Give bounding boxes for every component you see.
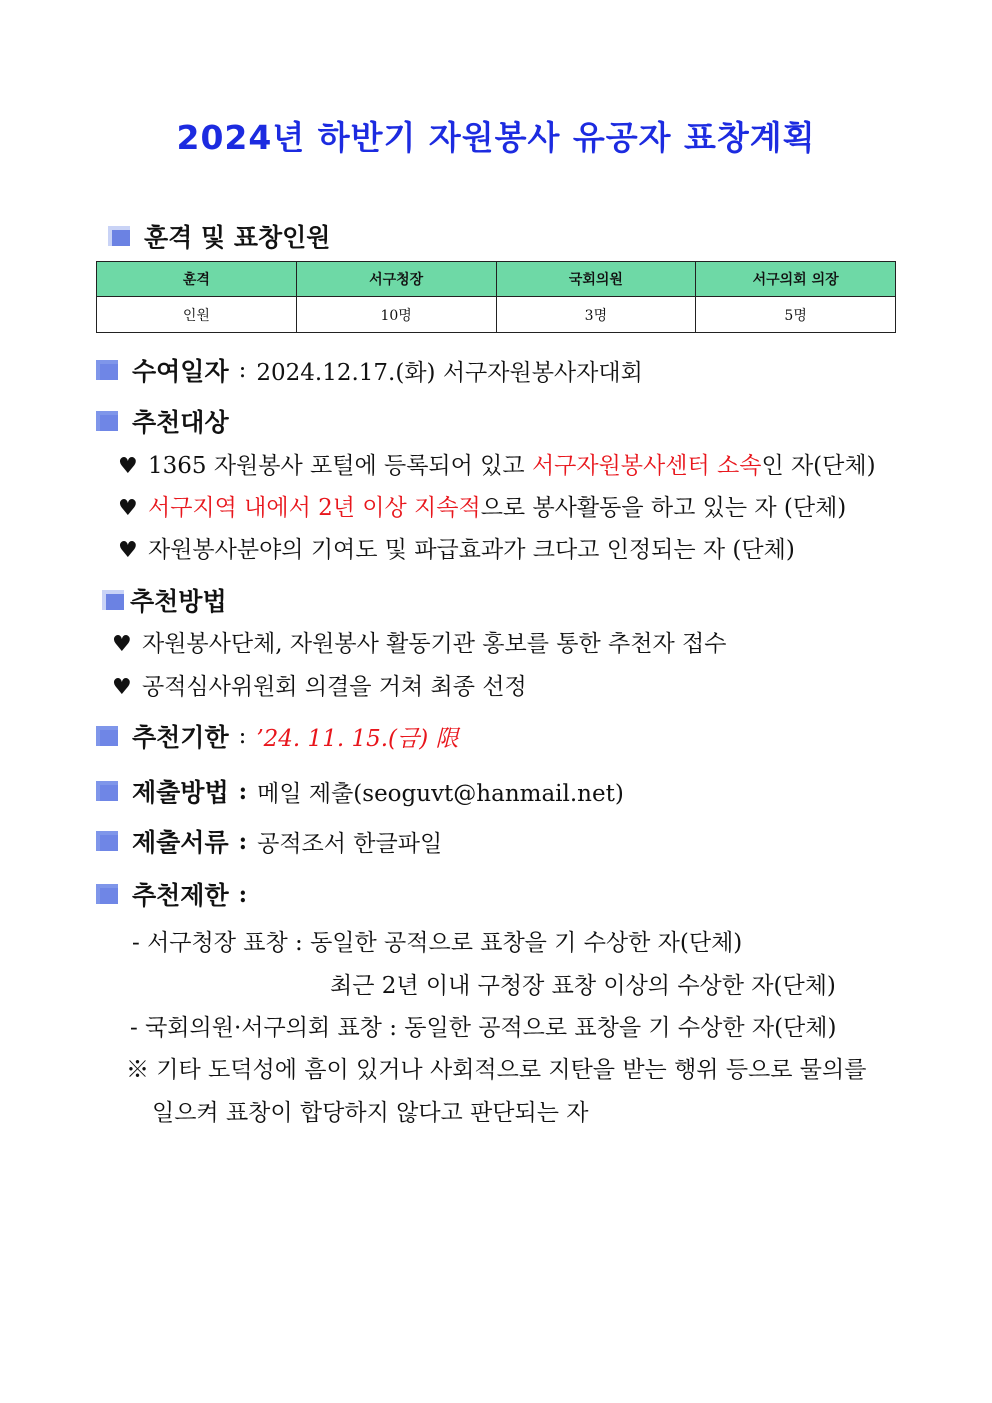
section-submit-label: 제출방법 (132, 778, 229, 807)
section-deadline-value: ’24. 11. 15.(금) 限 (256, 725, 459, 752)
section-deadline-label: 추천기한 (132, 723, 229, 752)
section-method-label: 추천방법 (130, 587, 227, 616)
colon: : (238, 777, 248, 805)
section-method-heading (102, 582, 227, 618)
method-item: ♥ 자원봉사단체, 자원봉사 활동기관 홍보를 통한 추천자 접수 (112, 631, 727, 657)
heart-icon: ♥ (112, 675, 132, 700)
section-bullet-icon (96, 360, 118, 380)
colon: : (238, 827, 248, 855)
table-header-cell: 훈격 (97, 262, 297, 297)
limit-note: ※ 기타 도덕성에 흠이 있거나 사회적으로 지탄을 받는 행위 등으로 물의를 (126, 1057, 867, 1083)
section-bullet-icon (96, 831, 118, 851)
table-cell: 5명 (696, 297, 896, 333)
heart-icon: ♥ (118, 538, 138, 563)
target-item: ♥ 1365 자원봉사 포털에 등록되어 있고 서구자원봉사센터 소속인 자(단체) (118, 453, 876, 479)
section-bullet-icon (108, 226, 130, 246)
section-bullet-icon (96, 411, 118, 431)
table-cell: 인원 (97, 297, 297, 333)
section-date (96, 352, 643, 388)
heart-icon: ♥ (112, 632, 132, 657)
table-header-cell: 서구청장 (296, 262, 496, 297)
section-target-heading (96, 403, 229, 439)
section-limit-heading (96, 876, 257, 912)
colon: : (238, 357, 247, 383)
section-date-value: 2024.12.17.(화) 서구자원봉사자대회 (256, 359, 643, 386)
section-submit (96, 773, 624, 809)
section-submit-value: 메일 제출(seoguvt@hanmail.net) (257, 780, 624, 807)
table-cell: 3명 (496, 297, 696, 333)
section-docs (96, 823, 442, 859)
section-limit-label: 추천제한 (132, 881, 229, 910)
section-bullet-icon (96, 726, 118, 746)
target-item: ♥ 자원봉사분야의 기여도 및 파급효과가 크다고 인정되는 자 (단체) (118, 537, 795, 563)
heart-icon: ♥ (118, 454, 138, 479)
colon: : (238, 723, 247, 749)
section-target-label: 추천대상 (132, 408, 229, 437)
section-bullet-icon (96, 884, 118, 904)
method-item: ♥ 공적심사위원회 의결을 거쳐 최종 선정 (112, 674, 527, 700)
limit-line: - 서구청장 표창 : 동일한 공적으로 표창을 기 수상한 자(단체) (132, 930, 743, 956)
section-bullet-icon (96, 781, 118, 801)
section-award-label: 훈격 및 표창인원 (144, 223, 331, 252)
heart-icon: ♥ (118, 496, 138, 521)
colon: : (238, 880, 248, 908)
page-title: 2024년 하반기 자원봉사 유공자 표창계획 (176, 118, 816, 157)
table-row (97, 297, 896, 333)
limit-line: 최근 2년 이내 구청장 표창 이상의 수상한 자(단체) (330, 973, 836, 999)
table-header-row (97, 262, 896, 297)
section-date-label: 수여일자 (132, 357, 229, 386)
section-award-heading (108, 218, 330, 254)
limit-line: - 국회의원·서구의회 표창 : 동일한 공적으로 표창을 기 수상한 자(단체) (130, 1015, 837, 1041)
section-docs-value: 공적조서 한글파일 (257, 830, 443, 857)
table-header-cell: 서구의회 의장 (696, 262, 896, 297)
table-cell: 10명 (296, 297, 496, 333)
limit-note: 일으켜 표창이 합당하지 않다고 판단되는 자 (152, 1100, 589, 1126)
section-docs-label: 제출서류 (132, 828, 229, 857)
section-bullet-icon (102, 590, 124, 610)
award-table (96, 261, 896, 333)
table-header-cell: 국회의원 (496, 262, 696, 297)
section-deadline (96, 718, 459, 754)
target-item: ♥ 서구지역 내에서 2년 이상 지속적으로 봉사활동을 하고 있는 자 (단체) (118, 495, 847, 521)
